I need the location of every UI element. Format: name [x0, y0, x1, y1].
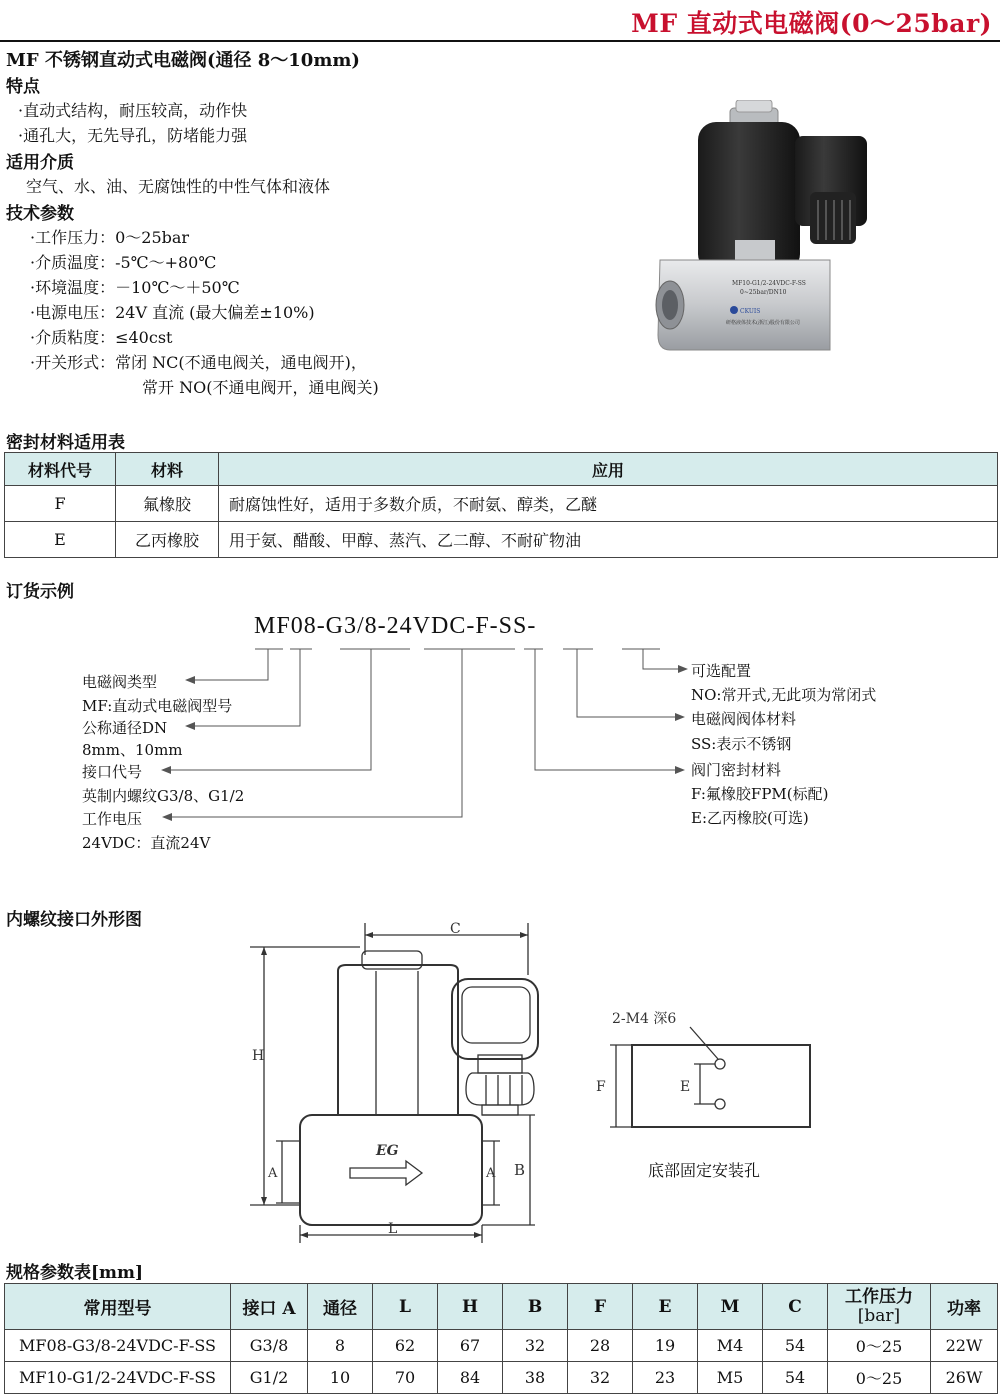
table-header-cell	[828, 1284, 931, 1330]
table-cell: 67	[438, 1330, 503, 1362]
table-cell: MF08-G3/8-24VDC-F-SS	[5, 1330, 231, 1362]
order-left-label: 英制内螺纹G3/8、G1/2	[82, 787, 245, 805]
dim-label-h: H	[252, 1048, 265, 1064]
tech-item: ·介质粘度：≤40cst	[30, 328, 173, 347]
media-heading: 适用介质	[6, 153, 74, 173]
table-cell: 0～25	[828, 1330, 931, 1362]
product-photo	[640, 100, 890, 360]
tech-item: 常开 NO(不通电阀开，通电阀关)	[142, 378, 379, 397]
table-cell: E	[5, 522, 116, 558]
table-cell: 10	[308, 1362, 373, 1394]
table-header-cell: 应用	[219, 453, 998, 486]
table-cell: MF10-G1/2-24VDC-F-SS	[5, 1362, 231, 1394]
table-cell: 54	[763, 1362, 828, 1394]
photo-company: 研格液体技术(浙江)股份有限公司	[726, 320, 800, 326]
feature-item: ·通孔大，无先导孔，防堵能力强	[18, 126, 248, 145]
table-header-cell: B	[503, 1284, 568, 1330]
table-row	[5, 486, 998, 522]
table-cell: F	[5, 486, 116, 522]
table-cell: 26W	[931, 1362, 998, 1394]
table-header-cell: M	[698, 1284, 763, 1330]
tech-item: ·介质温度：-5℃～+80℃	[30, 253, 217, 272]
table-header-cell: E	[633, 1284, 698, 1330]
header-divider	[0, 40, 1000, 42]
spec-table-heading: 规格参数表[mm]	[6, 1263, 144, 1283]
dim-label-a: A	[268, 1166, 278, 1181]
dim-label-f: F	[596, 1079, 606, 1095]
table-header-cell: 功率	[931, 1284, 998, 1330]
bottom-caption: 底部固定安装孔	[648, 1161, 761, 1180]
order-left-label: 电磁阀类型	[82, 673, 158, 691]
order-right-label: SS:表示不锈钢	[691, 735, 792, 753]
table-cell: 32	[503, 1330, 568, 1362]
table-header-row	[5, 453, 998, 486]
drawing-logo: EG	[376, 1143, 399, 1159]
order-code: MF08-G3/8-24VDC-F-SS-	[254, 613, 537, 639]
seal-table	[4, 452, 998, 558]
dim-label-c: C	[450, 921, 461, 937]
table-header-cell: H	[438, 1284, 503, 1330]
dim-label-a: A	[486, 1166, 496, 1181]
order-right-label: F:氟橡胶FPM(标配)	[691, 785, 829, 803]
feature-item: ·直动式结构，耐压较高，动作快	[18, 101, 248, 120]
table-cell: 54	[763, 1330, 828, 1362]
hole-label: 2-M4 深6	[612, 1011, 677, 1027]
order-right-label: NO:常开式,无此项为常闭式	[691, 686, 877, 704]
table-cell: 乙丙橡胶	[116, 522, 219, 558]
table-header-cell: 接口 A	[231, 1284, 308, 1330]
table-cell: 22W	[931, 1330, 998, 1362]
bottom-view-drawing	[590, 1005, 830, 1135]
table-header-row	[5, 1284, 998, 1330]
media-text: 空气、水、油、无腐蚀性的中性气体和液体	[26, 177, 331, 196]
table-cell: 用于氨、醋酸、甲醇、蒸汽、乙二醇、不耐矿物油	[219, 522, 998, 558]
order-right-label: E:乙丙橡胶(可选)	[691, 809, 809, 827]
product-title: MF 不锈钢直动式电磁阀(通径 8～10mm)	[6, 50, 360, 71]
table-cell: G1/2	[231, 1362, 308, 1394]
table-header-cell: 材料代号	[5, 453, 116, 486]
table-cell: 28	[568, 1330, 633, 1362]
table-cell: 0～25	[828, 1362, 931, 1394]
table-cell: 62	[373, 1330, 438, 1362]
table-header-cell: C	[763, 1284, 828, 1330]
spec-table	[4, 1283, 998, 1394]
table-header-cell: 材料	[116, 453, 219, 486]
table-cell: 38	[503, 1362, 568, 1394]
page-header-title: MF 直动式电磁阀(0～25bar)	[631, 9, 992, 38]
table-cell: 8	[308, 1330, 373, 1362]
table-row	[5, 1362, 998, 1394]
drawing-heading: 内螺纹接口外形图	[6, 910, 142, 930]
tech-item: ·开关形式：常闭 NC(不通电阀关，通电阀开)，	[30, 353, 367, 372]
order-right-label: 电磁阀阀体材料	[691, 710, 797, 728]
table-cell: 氟橡胶	[116, 486, 219, 522]
table-cell: 84	[438, 1362, 503, 1394]
table-row	[5, 1330, 998, 1362]
pressure-unit: [bar]	[857, 1305, 901, 1326]
table-cell: 70	[373, 1362, 438, 1394]
tech-item: ·工作压力：0～25bar	[30, 228, 190, 247]
dim-label-l: L	[388, 1221, 398, 1237]
order-left-label: 公称通径DN	[82, 719, 168, 737]
photo-brand: CKUIS	[740, 308, 761, 315]
order-right-label: 可选配置	[691, 662, 752, 680]
dim-label-e: E	[680, 1079, 691, 1095]
table-header-cell: L	[373, 1284, 438, 1330]
order-left-label: MF:直动式电磁阀型号	[82, 697, 233, 715]
table-cell: M4	[698, 1330, 763, 1362]
pressure-header: 工作压力	[845, 1286, 913, 1307]
photo-marking: 0~25bar/DN10	[740, 289, 787, 296]
photo-marking: MF10-G1/2-24VDC-F-SS	[732, 280, 806, 287]
order-left-label: 24VDC：直流24V	[82, 834, 211, 852]
table-header-cell: 通径	[308, 1284, 373, 1330]
features-heading: 特点	[6, 77, 40, 97]
tech-heading: 技术参数	[6, 204, 74, 224]
order-heading: 订货示例	[6, 582, 74, 602]
table-cell: 23	[633, 1362, 698, 1394]
table-cell: 19	[633, 1330, 698, 1362]
side-view-drawing	[250, 915, 550, 1245]
table-header-cell: F	[568, 1284, 633, 1330]
order-connector-voltage	[0, 780, 500, 840]
order-right-label: 阀门密封材料	[691, 761, 782, 779]
order-left-label: 接口代号	[82, 763, 143, 781]
table-row	[5, 522, 998, 558]
table-cell: M5	[698, 1362, 763, 1394]
dim-label-b: B	[514, 1161, 526, 1179]
tech-item: ·环境温度：－10℃～＋50℃	[30, 278, 240, 297]
order-left-label: 工作电压	[82, 810, 143, 828]
table-cell: G3/8	[231, 1330, 308, 1362]
table-cell: 耐腐蚀性好，适用于多数介质，不耐氨、醇类，乙醚	[219, 486, 998, 522]
order-left-label: 8mm、10mm	[82, 741, 183, 759]
table-cell: 32	[568, 1362, 633, 1394]
seal-table-heading: 密封材料适用表	[6, 433, 125, 453]
tech-item: ·电源电压：24V 直流 (最大偏差±10%)	[30, 303, 315, 322]
table-header-cell: 常用型号	[5, 1284, 231, 1330]
